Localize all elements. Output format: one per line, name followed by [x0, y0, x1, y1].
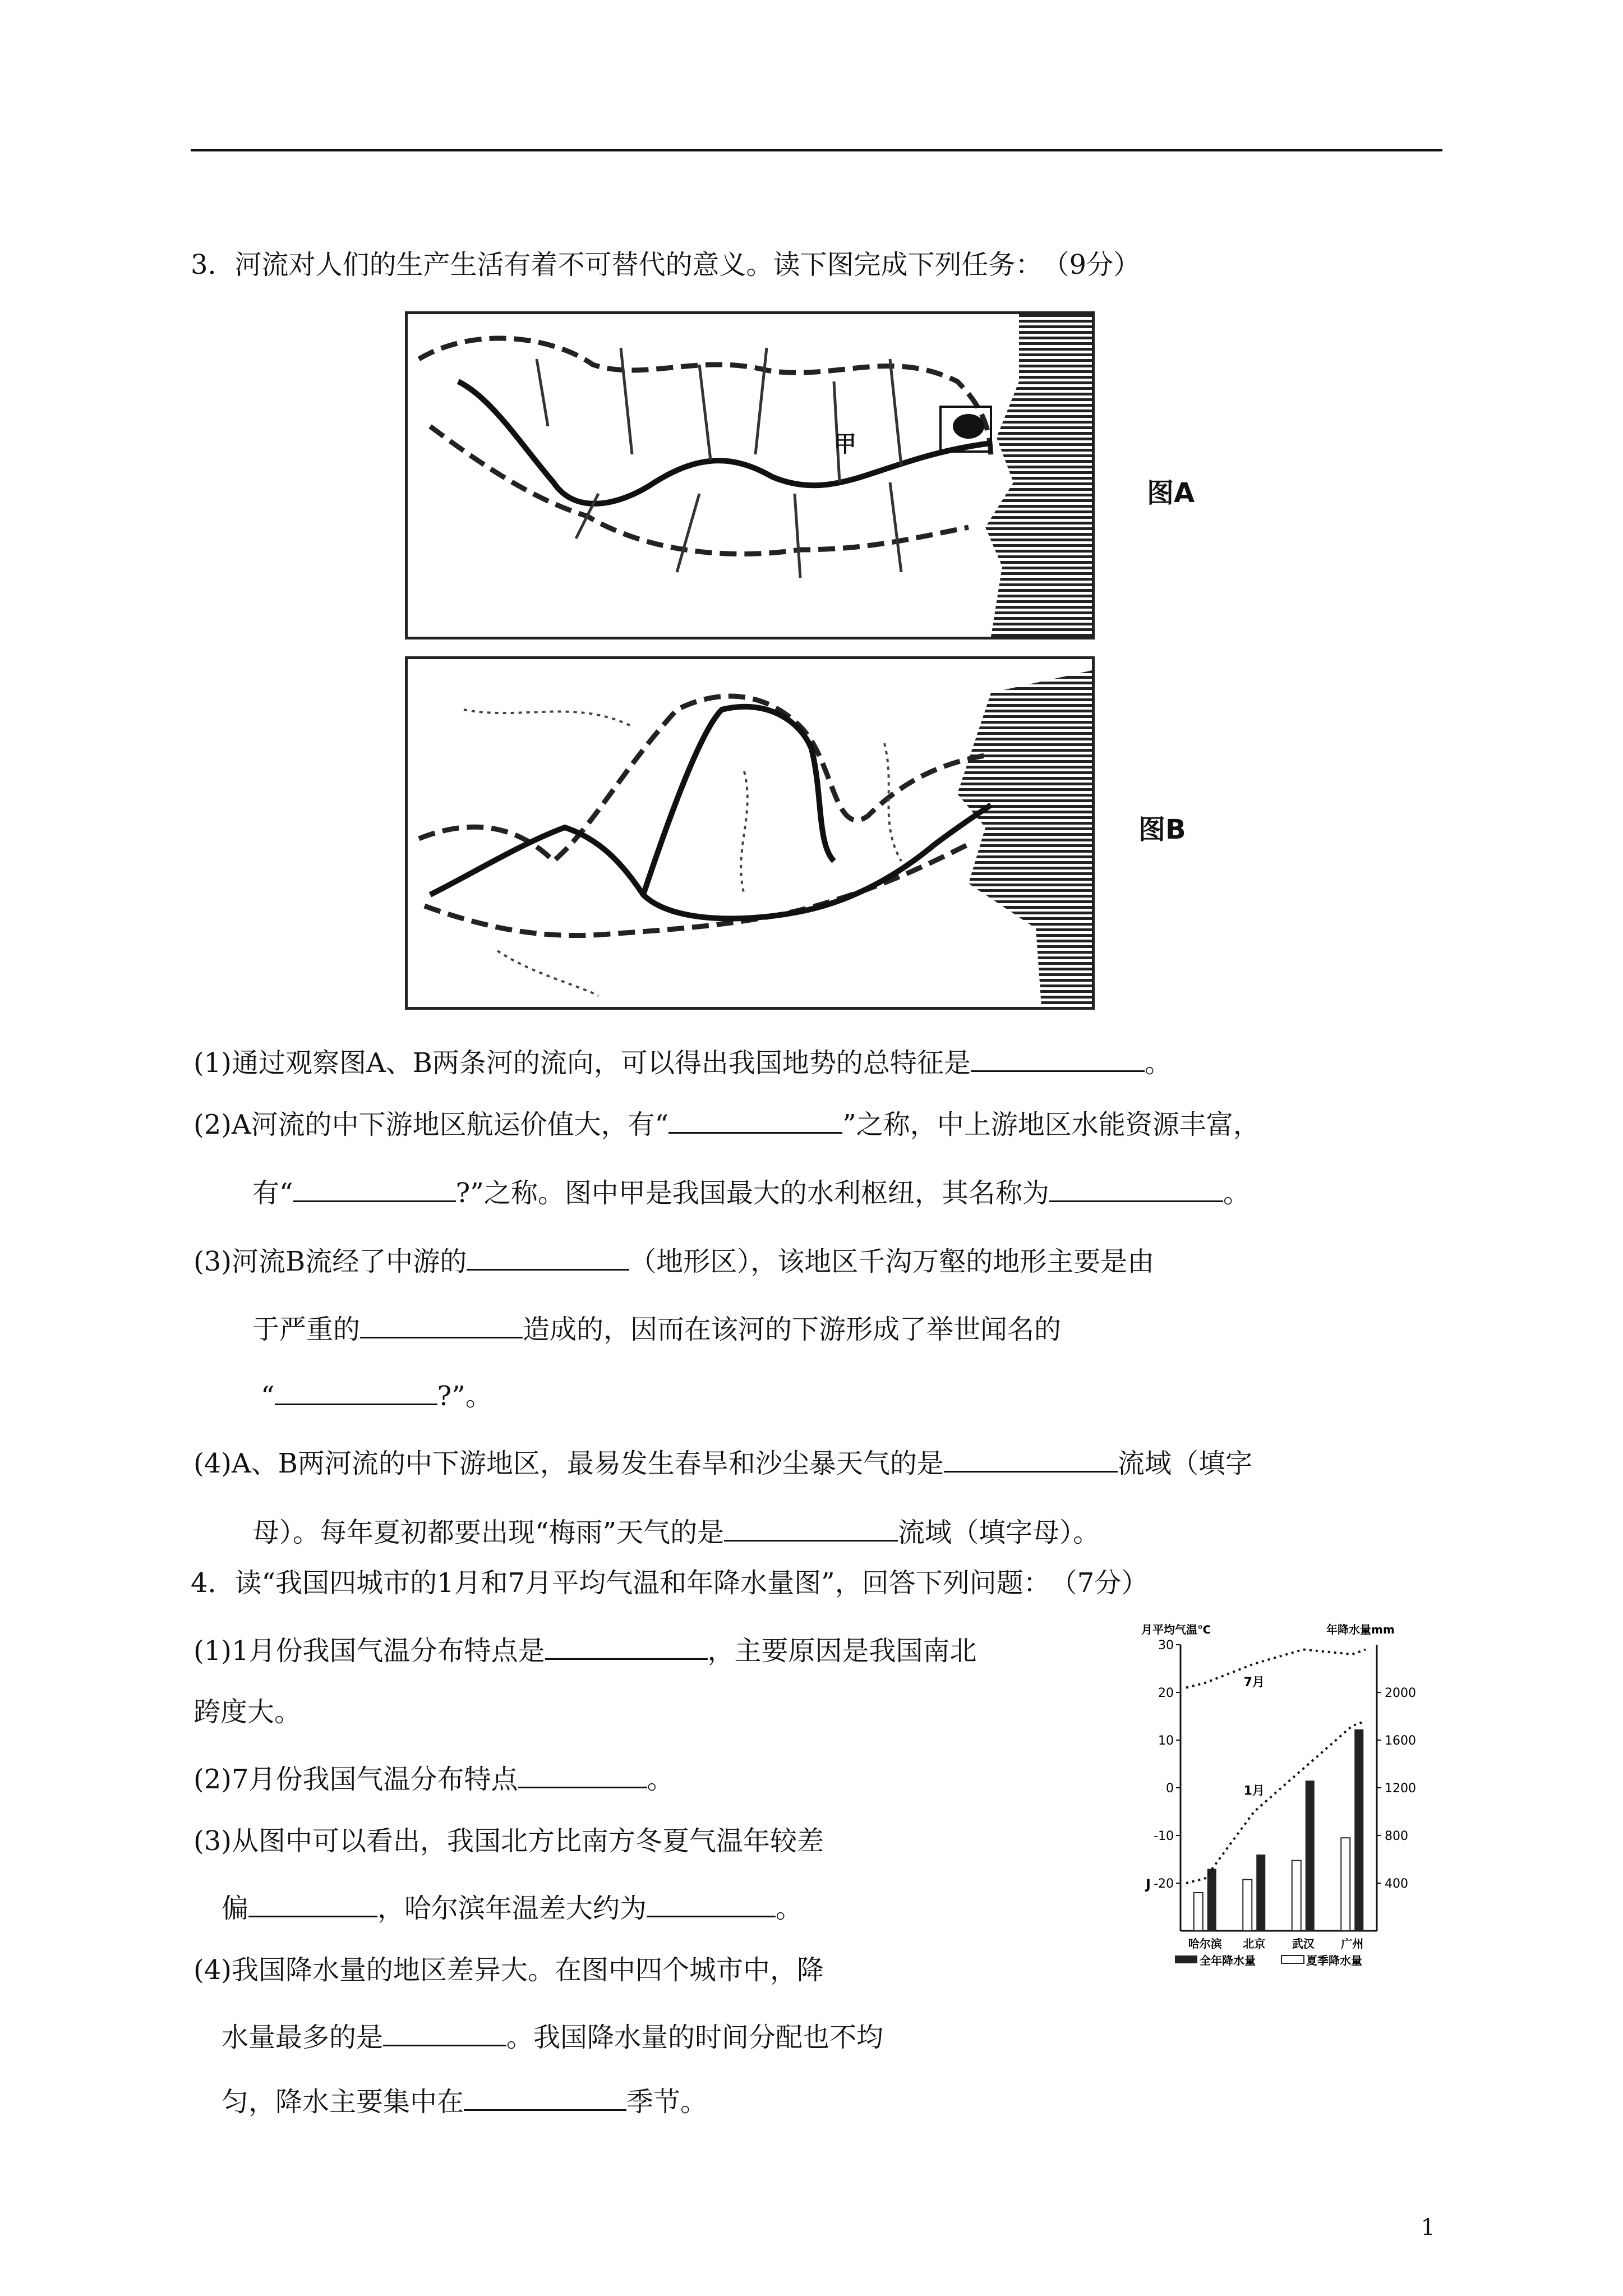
q3-p4-text3: 母）。每年夏初都要出现“梅雨”天气的是 — [252, 1517, 725, 1548]
answer-blank[interactable] — [464, 2081, 626, 2111]
answer-blank[interactable] — [971, 1042, 1145, 1072]
map-a — [405, 311, 1095, 639]
map-a-label: 图A — [1147, 477, 1195, 509]
legend-swatch-annual — [1175, 1955, 1197, 1963]
sea-hatching-b — [957, 670, 1092, 1007]
answer-blank[interactable] — [668, 1104, 842, 1134]
q3-p4-text2: 流域（填字 — [1117, 1448, 1252, 1479]
category-label: 广州 — [1341, 1937, 1364, 1950]
temp-line-jan — [1186, 1721, 1366, 1883]
tick-label-left: 10 — [1158, 1734, 1174, 1748]
q4-p1-text: (1)1月份我国气温分布特点是 — [193, 1635, 545, 1667]
tick-label-right: 800 — [1385, 1829, 1408, 1843]
q4-p3-text2: 偏 — [222, 1893, 249, 1924]
tick-label-right: 2000 — [1385, 1686, 1416, 1700]
q4-p3-text3: ，哈尔滨年温差大约为 — [377, 1893, 647, 1924]
q4-p4-cont — [222, 2017, 883, 2055]
tick-label-left: 20 — [1158, 1686, 1174, 1700]
basin-boundary-south — [430, 426, 969, 554]
q4-p3-end: 。 — [776, 1893, 803, 1924]
q3-p3-end: ?”。 — [437, 1381, 492, 1412]
chart-title-left: 月平均气温℃ — [1141, 1623, 1211, 1636]
q4-p2 — [193, 1759, 674, 1797]
q3-p1 — [193, 1042, 1172, 1081]
q3-intro: 3．河流对人们的生产生活有着不可替代的意义。读下图完成下列任务： （9分） — [191, 249, 1141, 280]
series-label: 7月 — [1243, 1676, 1265, 1690]
q3-p3 — [193, 1241, 1154, 1280]
answer-blank[interactable] — [383, 2017, 506, 2046]
answer-blank[interactable] — [293, 1172, 456, 1202]
tick-label-right: 400 — [1385, 1877, 1408, 1891]
series-label: 1月 — [1243, 1784, 1265, 1798]
q4-p4-text3: 。我国降水量的时间分配也不均 — [506, 2022, 884, 2053]
sea-hatching — [985, 314, 1092, 637]
q4-intro: 4．读“我国四城市的1月和7月平均气温和年降水量图”，回答下列问题： （7分） — [191, 1567, 1149, 1599]
tick-label-left: -20 — [1154, 1877, 1174, 1891]
bar-annual-precip — [1354, 1729, 1363, 1931]
q4-p4-text4: 匀，降水主要集中在 — [222, 2086, 464, 2118]
q3-p3-cont2 — [261, 1375, 492, 1414]
category-label: 北京 — [1243, 1937, 1266, 1950]
answer-blank[interactable] — [545, 1630, 708, 1660]
map-b-drawing — [408, 659, 1092, 1007]
q4-p3-cont — [222, 1888, 803, 1926]
climate-chart-svg — [1141, 1617, 1427, 1987]
q4-p4-end: 季节。 — [626, 2086, 708, 2118]
q3-p4-text: (4)A、B两河流的中下游地区，最易发生春旱和沙尘暴天气的是 — [193, 1448, 944, 1479]
answer-blank[interactable] — [248, 1888, 377, 1917]
q4-p1-text2: ，主要原因是我国南北 — [707, 1635, 977, 1667]
river-b-main-lower — [430, 805, 991, 918]
page-number: 1 — [1421, 2215, 1435, 2240]
chart-title-right: 年降水量mm — [1326, 1623, 1395, 1636]
tick-label-right: 1200 — [1385, 1782, 1416, 1796]
temp-line-july — [1186, 1650, 1366, 1688]
q4-p4-text2: 水量最多的是 — [222, 2022, 384, 2053]
answer-blank[interactable] — [275, 1375, 437, 1405]
bar-annual-precip — [1207, 1869, 1216, 1931]
bar-summer-precip — [1292, 1861, 1301, 1931]
side-mark: J — [1146, 1876, 1151, 1892]
tick-label-left: -10 — [1154, 1829, 1174, 1843]
bar-summer-precip — [1341, 1838, 1350, 1931]
q3-p3-text2: （地形区），该地区千沟万壑的地形主要是由 — [629, 1246, 1155, 1277]
q3-p4-end: 流域（填字母）。 — [898, 1517, 1100, 1548]
river-a-main — [458, 381, 991, 504]
q3-p1-text: (1)通过观察图A、B两条河的流向，可以得出我国地势的总特征是 — [193, 1047, 971, 1079]
category-label: 哈尔滨 — [1188, 1937, 1222, 1950]
q3-p2-text3: 有“ — [252, 1177, 293, 1209]
dotted-boundaries-b — [464, 710, 901, 996]
q4-p3: (3)从图中可以看出，我国北方比南方冬夏气温年较差 — [193, 1825, 824, 1857]
q3-p4-cont — [252, 1512, 1100, 1550]
q3-p3-text5: “ — [261, 1381, 275, 1412]
q3-p4 — [193, 1443, 1252, 1481]
q4-p2-text: (2)7月份我国气温分布特点 — [193, 1764, 518, 1795]
tick-label-left: 0 — [1166, 1782, 1174, 1796]
tick-label-right: 1600 — [1385, 1734, 1416, 1748]
q4-p1 — [193, 1630, 977, 1669]
q3-p3-text4: 造成的，因而在该河的下游形成了举世闻名的 — [523, 1314, 1062, 1345]
river-b-great-bend — [643, 707, 834, 895]
marker-jia: 甲 — [834, 431, 856, 457]
answer-blank[interactable] — [724, 1512, 898, 1542]
header-rule — [191, 149, 1442, 151]
lake-a — [953, 414, 984, 439]
answer-blank[interactable] — [647, 1888, 776, 1917]
q3-p3-text: (3)河流B流经了中游的 — [193, 1246, 467, 1277]
q3-p2-text: (2)A河流的中下游地区航运价值大，有“ — [193, 1109, 669, 1140]
answer-blank[interactable] — [1049, 1172, 1223, 1202]
category-label: 武汉 — [1292, 1937, 1315, 1950]
q3-p2-end: 。 — [1223, 1177, 1250, 1209]
legend-label-summer: 夏季降水量 — [1306, 1954, 1362, 1967]
tick-label-left: 30 — [1158, 1639, 1174, 1653]
answer-blank[interactable] — [360, 1309, 523, 1338]
map-a-drawing — [408, 314, 1092, 637]
q3-p2 — [193, 1104, 1260, 1143]
q4-p4-cont2 — [222, 2081, 707, 2120]
map-b — [405, 656, 1095, 1010]
q3-p3-cont — [252, 1309, 1061, 1347]
legend-swatch-summer — [1281, 1955, 1304, 1963]
map-b-label: 图B — [1138, 814, 1186, 845]
bar-annual-precip — [1256, 1855, 1265, 1931]
q3-p3-text3: 于严重的 — [252, 1314, 361, 1345]
q3-p2-text4: ?”之称。图中甲是我国最大的水利枢纽，其名称为 — [455, 1177, 1049, 1209]
basin-boundary-north — [419, 338, 991, 460]
q3-p1-end: 。 — [1144, 1047, 1172, 1079]
q4-p1-cont: 跨度大。 — [193, 1696, 302, 1728]
answer-blank[interactable] — [944, 1443, 1118, 1473]
legend-label-annual: 全年降水量 — [1200, 1954, 1256, 1967]
climate-chart — [1141, 1617, 1427, 1987]
q3-p2-text2: ”之称，中上游地区水能资源丰富， — [842, 1109, 1260, 1140]
bar-summer-precip — [1243, 1880, 1252, 1931]
bar-annual-precip — [1306, 1780, 1315, 1931]
bar-summer-precip — [1194, 1893, 1203, 1931]
q4-p4: (4)我国降水量的地区差异大。在图中四个城市中，降 — [193, 1954, 824, 1986]
answer-blank[interactable] — [518, 1759, 647, 1788]
q4-p2-end: 。 — [647, 1764, 674, 1795]
basin-boundary-b-south — [425, 844, 969, 936]
q3-p2-cont — [252, 1172, 1250, 1211]
basin-boundary-b-north — [419, 696, 991, 861]
answer-blank[interactable] — [467, 1241, 629, 1271]
